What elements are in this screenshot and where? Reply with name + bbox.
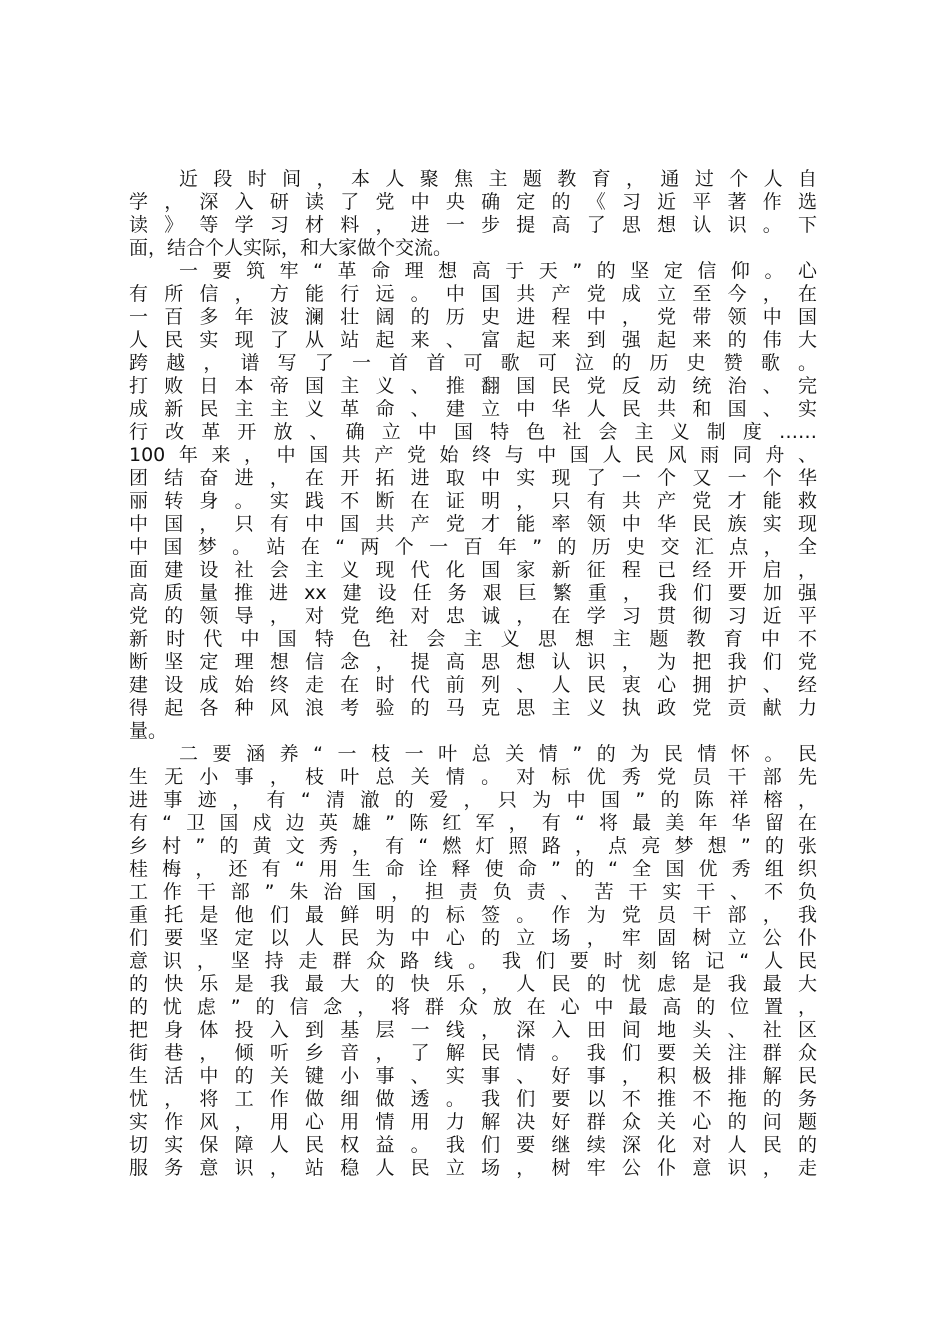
text-line: 得起各种风浪考验的马克思主义执政党贡献力	[129, 697, 817, 719]
text-line: 团结奋进，在开拓进取中实现了一个又一个华	[129, 467, 817, 489]
text-line: 学，深入研读了党中央确定的《习近平著作选	[129, 191, 817, 213]
text-line: 实作风，用心用情用力解决好群众关心的问题	[129, 1111, 817, 1133]
text-line: 切实保障人民权益。我们要继续深化对人民的	[129, 1134, 817, 1156]
text-line: 重托是他们最鲜明的标签。作为党员干部，我	[129, 904, 817, 926]
text-line: 面建设社会主义现代化国家新征程已经开启，	[129, 559, 817, 581]
text-line: 服务意识，站稳人民立场，树牢公仆意识，走	[129, 1157, 817, 1179]
text-line: 断坚定理想信念，提高思想认识，为把我们党	[129, 651, 817, 673]
text-line: 读》等学习材料，进一步提高了思想认识。下	[129, 214, 817, 236]
text-line: 把身体投入到基层一线，深入田间地头、社区	[129, 1019, 817, 1041]
text-line: 打败日本帝国主义、推翻国民党反动统治、完	[129, 375, 817, 397]
text-line: 100年来，中国共产党始终与中国人民风雨同舟、	[129, 444, 817, 466]
text-line: 一百多年波澜壮阔的历史进程中，党带领中国	[129, 306, 817, 328]
text-line: 高质量推进xx建设任务艰巨繁重，我们要加强	[129, 582, 817, 604]
text-line: 丽转身。实践不断在证明，只有共产党才能救	[129, 490, 817, 512]
text-line: 新时代中国特色社会主义思想主题教育中不	[129, 628, 817, 650]
text-line: 的忧虑”的信念，将群众放在心中最高的位置，	[129, 996, 817, 1018]
text-line: 街巷，倾听乡音，了解民情。我们要关注群众	[129, 1042, 817, 1064]
text-line: 们要坚定以人民为中心的立场，牢固树立公仆	[129, 927, 817, 949]
text-line: 桂梅，还有“用生命诠释使命”的“全国优秀组织	[129, 858, 817, 880]
text-line: 生活中的关键小事、实事、好事，积极排解民	[129, 1065, 817, 1087]
text-line: 党的领导，对党绝对忠诚，在学习贯彻习近平	[129, 605, 817, 627]
text-line: 生无小事，枝叶总关情。对标优秀党员干部先	[129, 766, 817, 788]
text-line: 意识，坚持走群众路线。我们要时刻铭记“人民	[129, 950, 817, 972]
text-line: 成新民主主义革命、建立中华人民共和国、实	[129, 398, 817, 420]
text-line: 有所信，方能行远。中国共产党成立至今，在	[129, 283, 817, 305]
text-line: 有“卫国戍边英雄”陈红军，有“将最美年华留在	[129, 812, 817, 834]
text-line: 二要涵养“一枝一叶总关情”的为民情怀。民	[179, 743, 817, 765]
body-text	[129, 168, 817, 1180]
text-line: 工作干部”朱治国，担责负责、苦干实干、不负	[129, 881, 817, 903]
text-line: 忧，将工作做细做透。我们要以不推不拖的务	[129, 1088, 817, 1110]
text-line: 进事迹，有“清澈的爱，只为中国”的陈祥榕，	[129, 789, 817, 811]
text-line: 跨越，谱写了一首首可歌可泣的历史赞歌。	[129, 352, 817, 374]
text-line: 行改革开放、确立中国特色社会主义制度……	[129, 421, 817, 443]
text-line: 中国，只有中国共产党才能率领中华民族实现	[129, 513, 817, 535]
text-line: 近段时间，本人聚焦主题教育，通过个人自	[179, 168, 817, 190]
text-line: 建设成始终走在时代前列、人民衷心拥护、经	[129, 674, 817, 696]
text-line: 乡村”的黄文秀，有“燃灯照路，点亮梦想”的张	[129, 835, 817, 857]
text-line: 面，结合个人实际，和大家做个交流。	[129, 237, 453, 259]
text-line: 中国梦。站在“两个一百年”的历史交汇点，全	[129, 536, 817, 558]
text-line: 的快乐是我最大的快乐，人民的忧虑是我最大	[129, 973, 817, 995]
text-line: 人民实现了从站起来、富起来到强起来的伟大	[129, 329, 817, 351]
text-line: 量。	[129, 720, 168, 742]
text-line: 一要筑牢“革命理想高于天”的坚定信仰。心	[179, 260, 817, 282]
